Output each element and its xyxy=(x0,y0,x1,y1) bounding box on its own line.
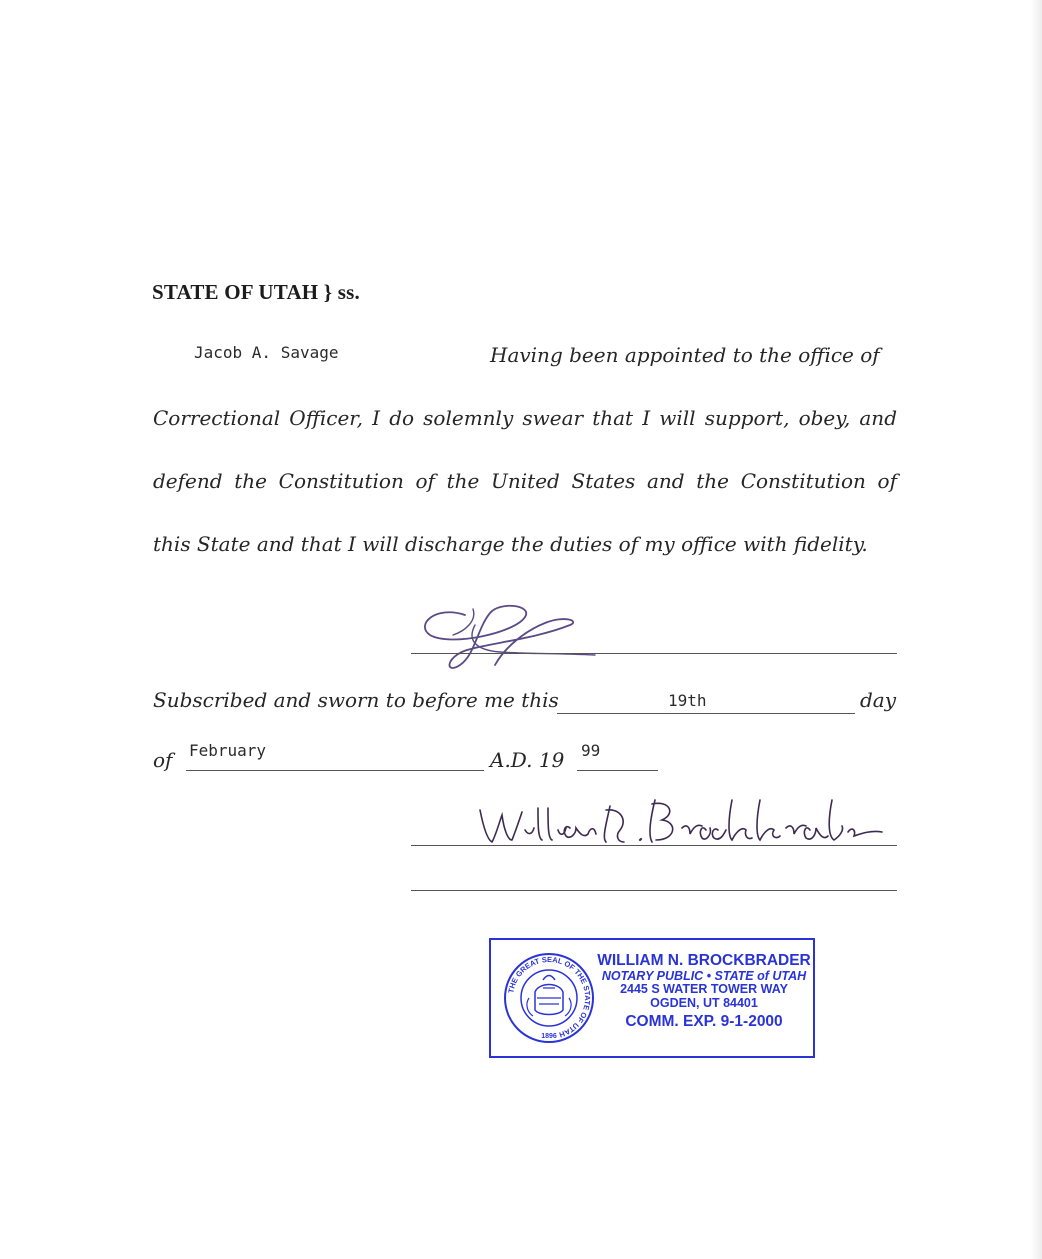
officer-signature xyxy=(405,595,605,685)
seal-ring-text: THE GREAT SEAL OF THE STATE OF UTAH xyxy=(506,954,593,1040)
day-word: day xyxy=(860,688,897,712)
page-edge xyxy=(1030,0,1042,1259)
notary-name-line xyxy=(411,890,897,891)
of-word: of xyxy=(153,748,173,772)
year-blank-line xyxy=(577,770,658,771)
month-blank-line xyxy=(186,770,484,771)
oath-taker-name: Jacob A. Savage xyxy=(194,343,339,362)
day-value: 19th xyxy=(668,691,707,710)
state-seal-icon xyxy=(503,952,595,1044)
stamp-commission-expiry: COMM. EXP. 9-1-2000 xyxy=(625,1013,783,1031)
venue-heading: STATE OF UTAH } ss. xyxy=(152,280,360,304)
officer-signature-line xyxy=(411,653,897,654)
seal-year: 1896 xyxy=(541,1033,557,1040)
oath-line-1: Having been appointed to the office of xyxy=(490,343,880,367)
oath-line-4: this State and that I will discharge the duties of my office with fidelity. xyxy=(153,532,868,556)
month-value: February xyxy=(189,741,267,760)
notary-stamp xyxy=(489,938,815,1058)
oath-line-3: defend the Constitution of the United States and the Constitution of xyxy=(153,469,897,493)
stamp-notary-name: WILLIAM N. BROCKBRADER xyxy=(597,952,811,969)
day-blank-line xyxy=(557,713,855,714)
stamp-city: OGDEN, UT 84401 xyxy=(650,995,758,1010)
year-value: 99 xyxy=(581,741,601,760)
stamp-notary-title: NOTARY PUBLIC • STATE of UTAH xyxy=(601,968,807,983)
stamp-address: 2445 S WATER TOWER WAY xyxy=(620,982,788,997)
notary-signature xyxy=(470,790,890,850)
jurat-prefix: Subscribed and sworn to before me this xyxy=(153,688,559,712)
ad-label: A.D. 19 xyxy=(490,748,565,772)
oath-line-2: Correctional Officer, I do solemnly swear that I will support, obey, and xyxy=(153,406,897,430)
notary-signature-line xyxy=(411,845,897,846)
